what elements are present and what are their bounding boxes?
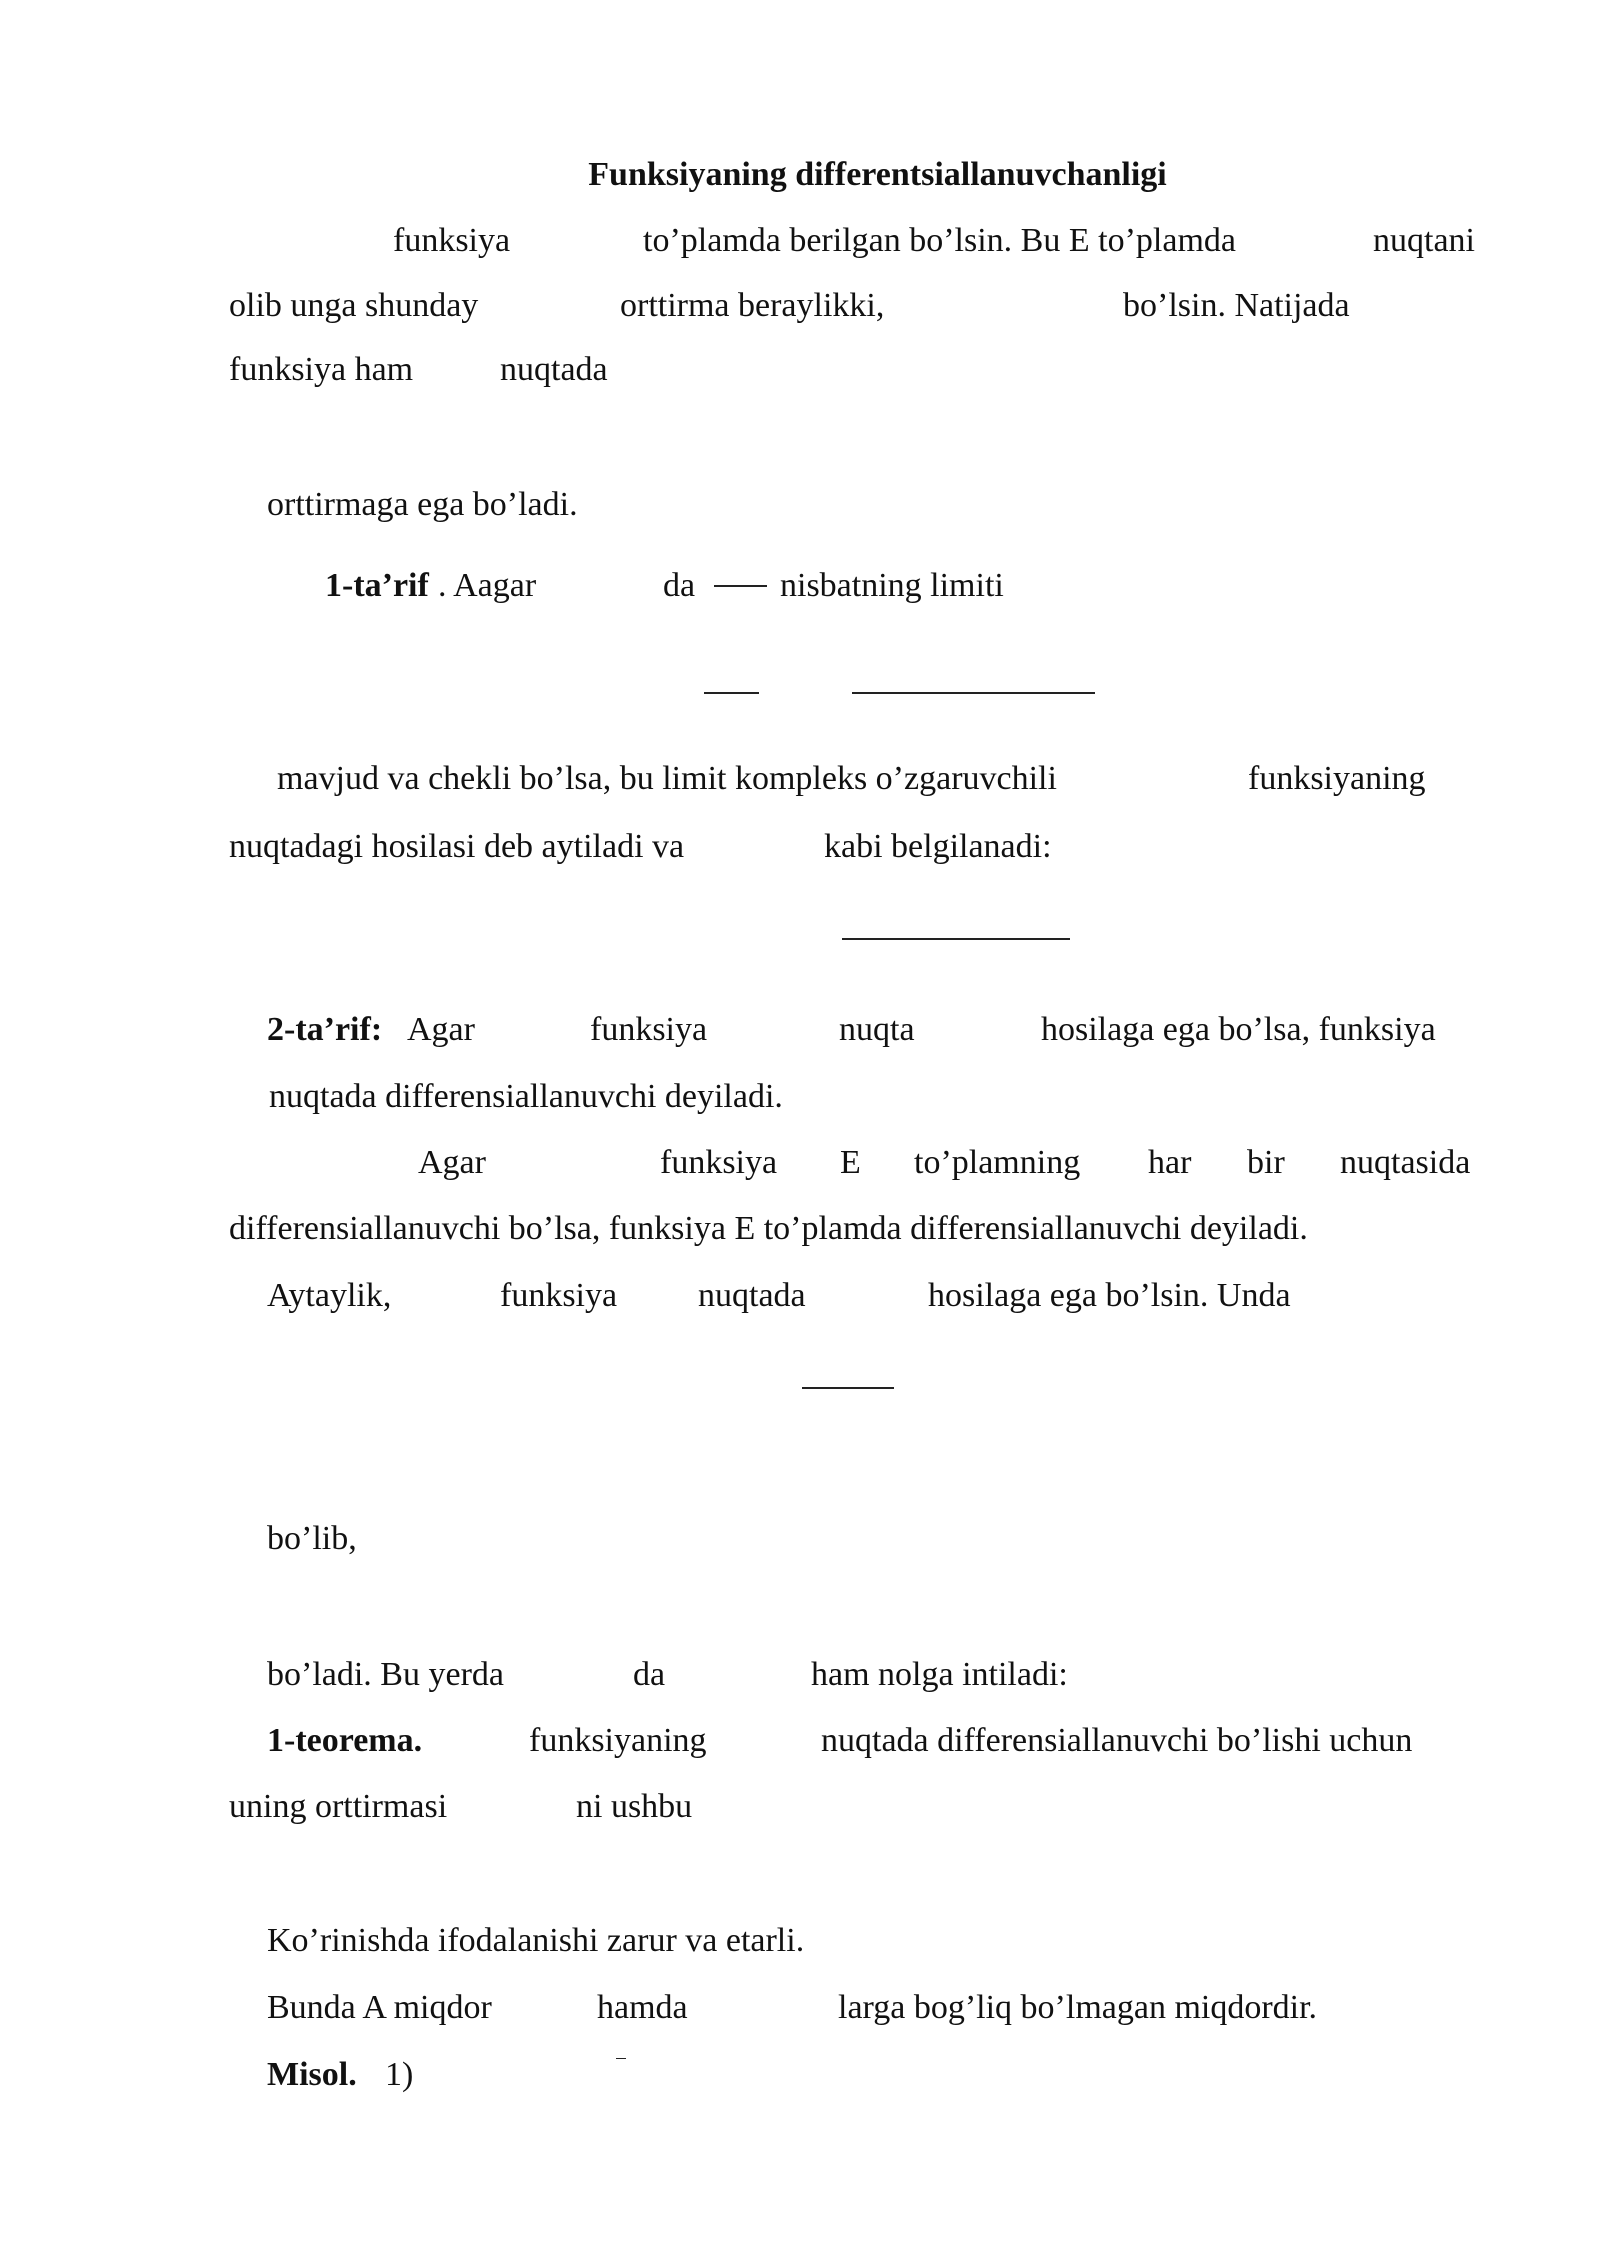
text-funksiyaning: funksiyaning [1248,760,1426,797]
example-label: Misol. [267,2056,357,2093]
text-larga-bogliq: larga bog’liq bo’lmagan miqdordir. [838,1989,1318,2026]
text-differensiallanuvchi-bolsa: differensiallanuvchi bo’lsa, funksiya E to’plamda differensiallanuvchi deyiladi. [229,1210,1308,1247]
text-bolib: bo’lib, [267,1520,357,1557]
fraction-bar [842,938,1070,940]
text-korinishda: Ko’rinishda ifodalanishi zarur va etarli. [267,1922,805,1959]
text-toplamning: to’plamning [914,1144,1081,1181]
fraction-bar [852,692,1095,694]
text-nuqtada: nuqtada [500,351,608,388]
text-ni-ushbu: ni ushbu [576,1788,693,1825]
text-hamda: hamda [597,1989,688,2026]
text-nuqtadagi-hosilasi: nuqtadagi hosilasi deb aytiladi va [229,828,685,865]
text-nuqtada-differensiallanuvchi-bolishi: nuqtada differensiallanuvchi bo’lishi uchun [821,1722,1413,1759]
text-nuqtasida: nuqtasida [1340,1144,1471,1181]
text-uning-orttirmasi: uning orttirmasi [229,1788,448,1825]
overline-mark [616,2058,626,2059]
text-da: da [633,1656,666,1693]
text-da: da [663,567,696,604]
text-aytaylik: Aytaylik, [267,1277,392,1314]
text-kabi-belgilanadi: kabi belgilanadi: [824,828,1052,865]
example-item-1: 1) [385,2056,414,2093]
text-funksiya-ham: funksiya ham [229,351,414,388]
page-title: Funksiyaning differentsiallanuvchanligi [588,156,1167,193]
text-orttirmaga-ega: orttirmaga ega bo’ladi. [267,486,578,523]
text-funksiya: funksiya [590,1011,708,1048]
text-nuqtani: nuqtani [1373,222,1475,259]
text-agar: Agar [407,1011,475,1048]
text-funksiya: funksiya [393,222,511,259]
text-bolsin-natijada: bo’lsin. Natijada [1123,287,1350,324]
text-agar: Agar [418,1144,486,1181]
text-bunda-a-miqdor: Bunda A miqdor [267,1989,492,2026]
text-funksiya: funksiya [500,1277,618,1314]
text-aagar: . Aagar [438,567,537,604]
text-hosilaga-ega-bolsin: hosilaga ega bo’lsin. Unda [928,1277,1291,1314]
text-mavjud-va-chekli: mavjud va chekli bo’lsa, bu limit kompleks o’zgaruvchili [277,760,1057,797]
fraction-bar [802,1387,894,1389]
text-toplamda-berilgan: to’plamda berilgan bo’lsin. Bu E to’plamda [643,222,1236,259]
fraction-bar [704,692,759,694]
text-bir: bir [1247,1144,1285,1181]
definition-2-label: 2-ta’rif: [267,1011,383,1048]
definition-1-label: 1-ta’rif [325,567,429,604]
text-funksiya: funksiya [660,1144,778,1181]
text-e: E [840,1144,861,1181]
text-funksiyaning: funksiyaning [529,1722,707,1759]
text-orttirma-beraylikki: orttirma beraylikki, [620,287,885,324]
text-nuqta: nuqta [839,1011,915,1048]
text-olib-unga-shunday: olib unga shunday [229,287,479,324]
text-hosilaga-ega: hosilaga ega bo’lsa, funksiya [1041,1011,1436,1048]
text-nuqtada-differensiallanuvchi: nuqtada differensiallanuvchi deyiladi. [269,1078,783,1115]
text-ham-nolga-intiladi: ham nolga intiladi: [811,1656,1068,1693]
text-har: har [1148,1144,1192,1181]
text-nuqtada: nuqtada [698,1277,806,1314]
text-boladi-bu-yerda: bo’ladi. Bu yerda [267,1656,504,1693]
text-nisbatning-limiti: nisbatning limiti [780,567,1004,604]
fraction-bar [714,585,767,587]
theorem-1-label: 1-teorema. [267,1722,423,1759]
